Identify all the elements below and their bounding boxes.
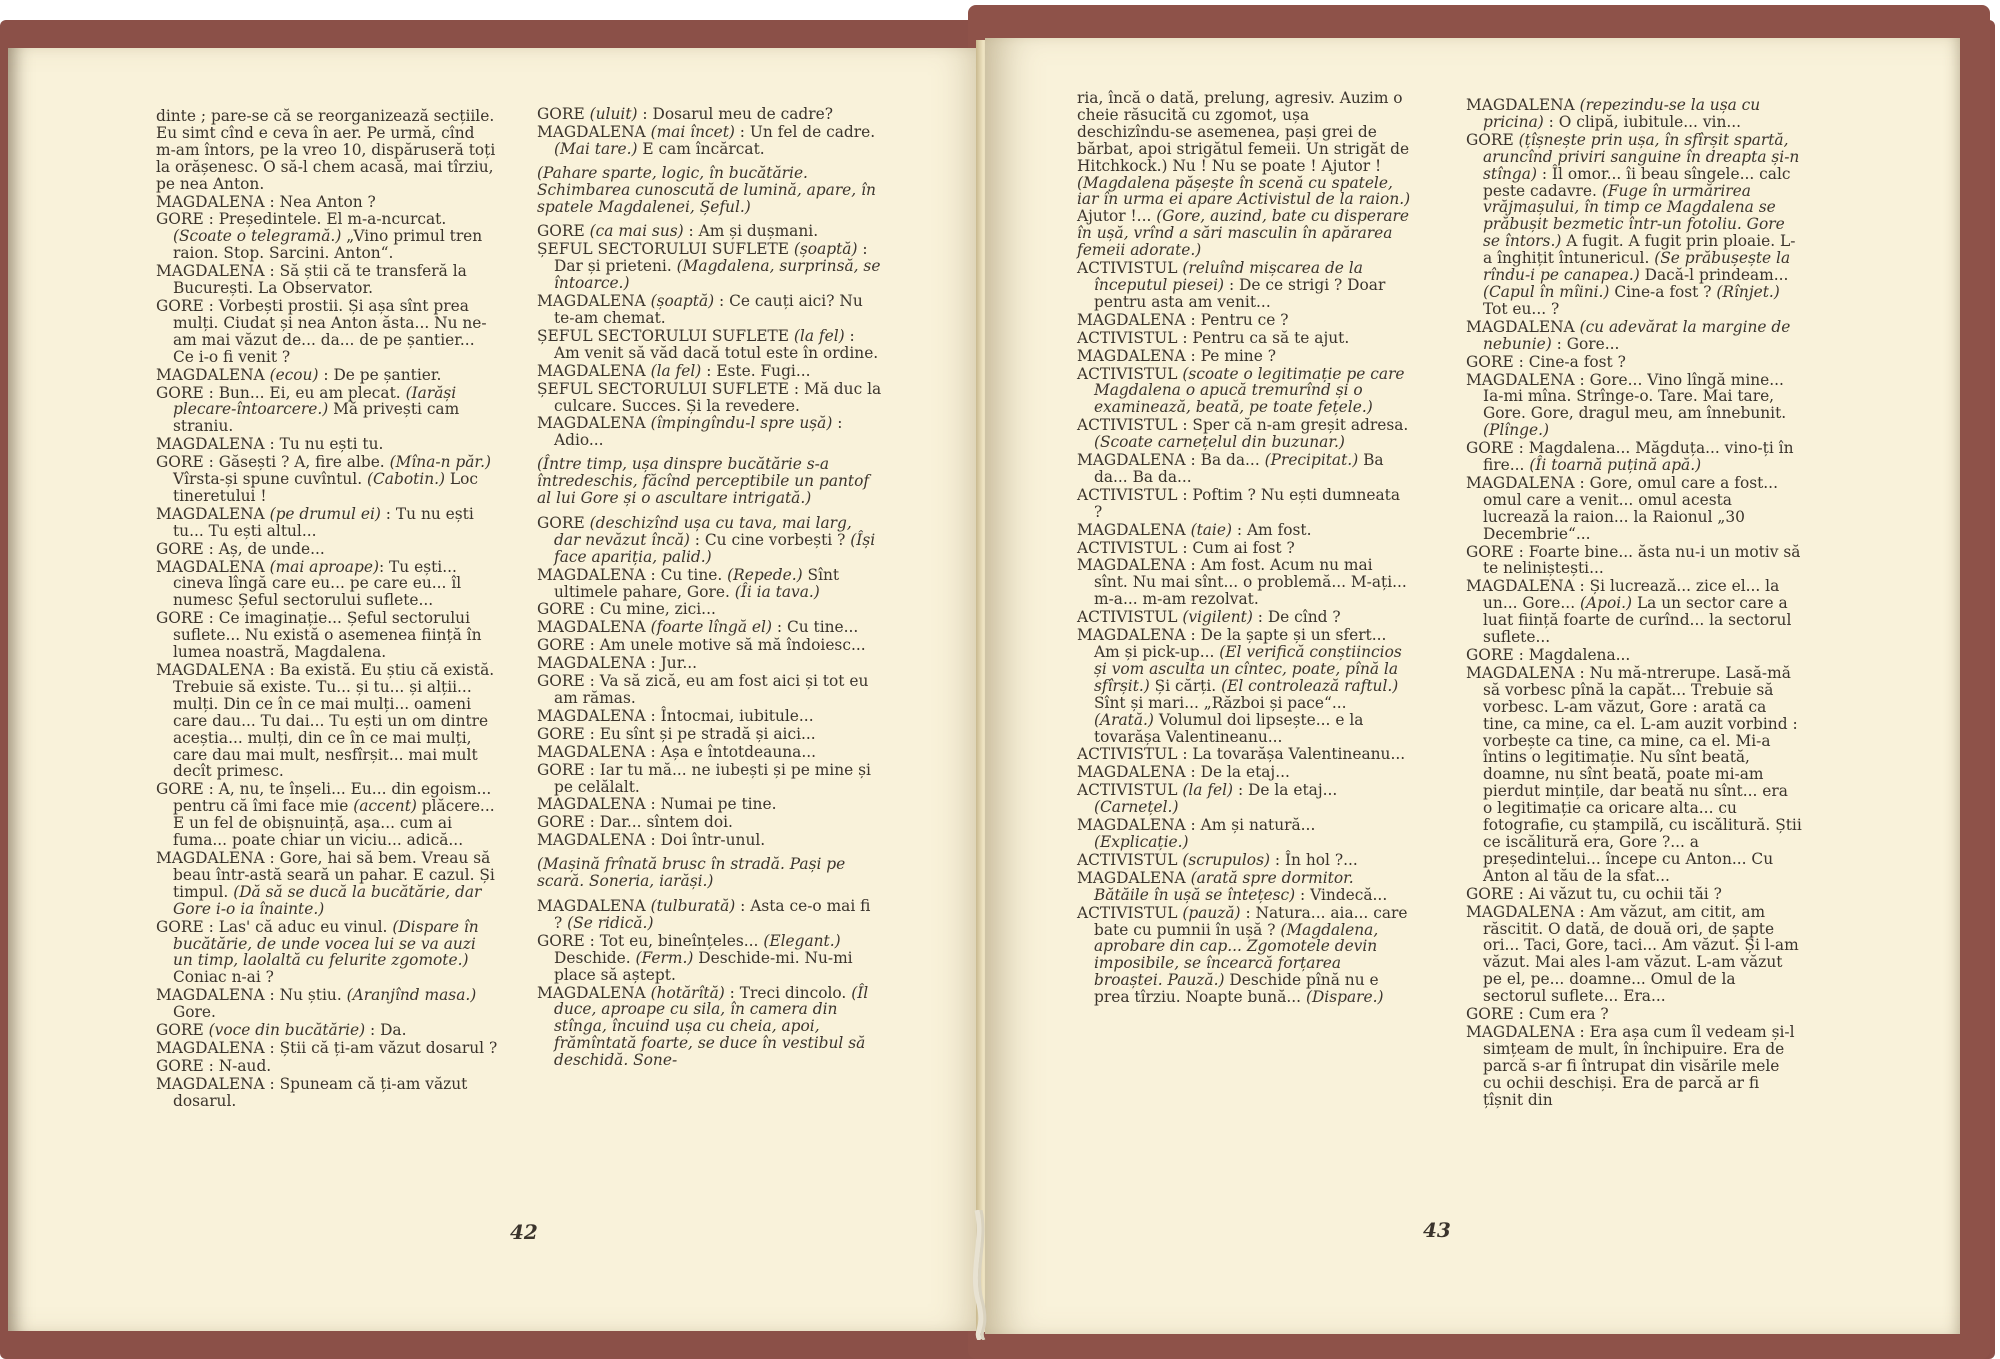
text-block: ACTIVISTUL : Poftim ? Nu ești dumneata ? — [1077, 485, 1401, 521]
text-block: GORE : Foarte bine... ăsta nu-i un motiv să te neliniștești... — [1466, 542, 1801, 578]
text-block: GORE : A, nu, te înșeli... Eu... din egoism... pentru că îmi face mie (accent) plăcere... E un fel de obișnuință, așa... cum ai fuma... poate chiar un viciu... adică... — [156, 780, 495, 850]
text-block: MAGDALENA : Era așa cum îl vedeam și-l simțeam de mult, în închipuire. Era de parcă s-ar fi întrupat din visările mele cu ochii deschiși. Era de parcă ar fi țîșnit din — [1466, 1022, 1795, 1109]
text-block: MAGDALENA (tulburată) : Asta ce-o mai fi ? (Se ridică.) — [537, 896, 871, 932]
bookmark-ribbon — [962, 1210, 992, 1340]
text-block: GORE : Magdalena... — [1466, 646, 1631, 664]
text-block: GORE : N-aud. — [156, 1056, 272, 1075]
text-block: MAGDALENA : Nu știu. (Aranjînd masa.) Gore. — [156, 986, 477, 1022]
text-block: GORE : Eu sînt și pe stradă și aici... — [537, 724, 816, 743]
text-block: GORE : Cum era ? — [1466, 1005, 1609, 1024]
left-page-column-2 — [537, 106, 883, 1070]
text-block: MAGDALENA (mai aproape): Tu ești... cineva lîngă care eu... pe care eu... îl numesc Șeful sectorului suflete... — [156, 557, 462, 610]
text-block: MAGDALENA : De la etaj... — [1077, 763, 1290, 782]
text-block: MAGDALENA : Tu nu ești tu. — [156, 435, 384, 454]
right-page-column-2 — [1466, 97, 1802, 1109]
text-block: ria, încă o dată, prelung, agresiv. Auzim o cheie răsucită cu zgomot, ușa deschizîndu-se asemenea, pași grei de bărbat, apoi strigătul femeii. Un strigăt de Hitchkock.) Nu ! Nu se poate ! Ajutor ! (Magdalena pășește în scenă cu spatele, iar în urma ei apare Activistul de la raion.) Ajutor !... (Gore, auzind, bate cu disperare în ușă, vrînd a sări masculin în apărarea femeii adorate.) — [1077, 89, 1411, 260]
text-block: (Pahare sparte, logic, în bucătărie. Schimbarea cunoscută de lumină, apare, în spatele Magdalenei, Șeful.) — [537, 163, 876, 216]
text-block: GORE : Dar... sîntem doi. — [537, 813, 733, 832]
text-block: GORE : Ai văzut tu, cu ochii tăi ? — [1466, 884, 1722, 903]
text-block: MAGDALENA : Am văzut, am citit, am răscitit. O dată, de două ori, de șapte ori... Taci, Gore, taci... Am văzut. Și l-am văzut. Mai ales l-am văzut. L-am văzut pe el, pe... doamne... Omul de la sectorul suflete... Era... — [1466, 902, 1799, 1006]
text-block: MAGDALENA (hotărîtă) : Treci dincolo. (Îl duce, aproape cu sila, în camera din stînga, încuind ușa cu cheia, apoi, frămîntată foarte, se duce în vestibul să deschidă. Sone- — [537, 983, 869, 1070]
text-block: GORE : Magdalena... Măgduța... vino-ți în fire... (Îi toarnă puțină apă.) — [1466, 439, 1794, 475]
text-block: MAGDALENA : Nea Anton ? — [156, 192, 376, 211]
text-block: MAGDALENA (împingîndu-l spre ușă) : Adio... — [537, 414, 843, 450]
text-block: MAGDALENA : Ba există. Eu știu că există. Trebuie să existe. Tu... și tu... și alții... mulți. Din ce în ce mai mulți... oameni care dau... Tu dai... Tu ești un om dintre aceștia... mulți, din ce în ce mai mulți, care dau mai mult, nesfîrșit... mai mult decît primesc. — [156, 661, 495, 781]
text-block: MAGDALENA (ecou) : De pe șantier. — [156, 365, 442, 384]
text-block: GORE : Cu mine, zici... — [537, 600, 716, 619]
text-block: MAGDALENA (la fel) : Este. Fugi... — [537, 361, 811, 380]
text-block: GORE (țîșnește prin ușa, în sfîrșit spartă, aruncînd priviri sanguine în dreapta și-n stînga) : Îl omor... îi beau sîngele... calc peste cadavre. (Fuge în urmărirea vrăjmașului, în timp ce Magdalena se prăbușit bezmetic într-un fotoliu. Gore se întors.) A fugit. A fugit prin ploaie. L-a înghițit întunericul. (Se prăbușește la rîndu-i pe canapea.) Dacă-l prindeam... (Capul în mîini.) Cine-a fost ? (Rînjet.) Tot eu... ? — [1466, 130, 1800, 318]
text-block: MAGDALENA : Doi într-unul. — [537, 831, 766, 850]
text-block: GORE (uluit) : Dosarul meu de cadre? — [537, 105, 833, 123]
right-page-column-1 — [1077, 90, 1411, 1007]
text-block: MAGDALENA (pe drumul ei) : Tu nu ești tu... Tu ești altul... — [156, 504, 474, 540]
text-block: ACTIVISTUL : Sper că n-am greșit adresa. (Scoate carnețelul din buzunar.) — [1077, 416, 1409, 452]
text-block: dinte ; pare-se că se reorganizează secțiile. Eu simt cînd e ceva în aer. Pe urmă, cînd m-am întors, pe la vreo 10, dispăruseră toți la orășenesc. O să-l chem acasă, mai tîrziu, pe nea Anton. — [156, 107, 496, 193]
left-page — [8, 48, 985, 1331]
text-block: GORE : Președintele. El m-a-ncurcat. (Scoate o telegramă.) „Vino primul tren raion. Stop. Sarcini. Anton“. — [156, 210, 483, 263]
text-block: GORE : Las' că aduc eu vinul. (Dispare în bucătărie, de unde vocea lui se va auzi un timp, laolaltă cu felurite zgomote.) Coniac n-ai ? — [156, 917, 479, 987]
text-block: GORE : Aș, de unde... — [156, 539, 325, 558]
text-block: ACTIVISTUL : Pentru ca să te ajut. — [1077, 328, 1350, 347]
text-block: MAGDALENA : De la șapte și un sfert... Am și pick-up... (El verifică conștiincios și vom asculta un cîntec, poate, pînă la sfîrșit.) Și cărți. (El controlează raftul.) Sînt și mari... „Război și pace“... (Arată.) Volumul doi lipsește... e la tovarășa Valentineanu... — [1077, 626, 1402, 746]
text-block: MAGDALENA : Gore, omul care a fost... omul care a venit... omul acesta lucrează la raion... la Raionul „30 Decembrie“... — [1466, 473, 1778, 543]
text-block: MAGDALENA : Pentru ce ? — [1077, 310, 1289, 329]
text-block: MAGDALENA (taie) : Am fost. — [1077, 520, 1312, 539]
text-block: ACTIVISTUL : La tovarășa Valentineanu... — [1077, 745, 1406, 764]
text-block: ACTIVISTUL (reluînd mișcarea de la începutul piesei) : De ce strigi ? Doar pentru asta am venit... — [1077, 259, 1386, 311]
text-block: MAGDALENA (cu adevărat la margine de nebunie) : Gore... — [1466, 317, 1791, 353]
text-block: MAGDALENA : Și lucrează... zice el... la un... Gore... (Apoi.) La un sector care a luat ființă foarte de curînd... la sectorul suflete... — [1466, 577, 1792, 647]
text-block: GORE : Ce imaginație... Șeful sectorului suflete... Nu există o asemenea ființă în lumea noastră, Magdalena. — [156, 609, 482, 662]
text-block: ACTIVISTUL : Cum ai fost ? — [1077, 538, 1295, 557]
text-block: ACTIVISTUL (scrupulos) : În hol ?... — [1077, 850, 1358, 869]
text-block: GORE (ca mai sus) : Am și dușmani. — [537, 222, 819, 241]
left-page-column-1 — [156, 108, 498, 1111]
text-block: GORE : Iar tu mă... ne iubești și pe mine și pe celălalt. — [537, 760, 871, 796]
text-block: ȘEFUL SECTORULUI SUFLETE : Mă duc la culcare. Succes. Și la revedere. — [537, 379, 882, 415]
text-block: (Mașină frînată brusc în stradă. Pași pe scară. Soneria, iarăși.) — [537, 855, 846, 891]
text-block: GORE : Cine-a fost ? — [1466, 352, 1626, 371]
text-block: MAGDALENA : Știi că ți-am văzut dosarul ? — [156, 1038, 498, 1057]
text-block: GORE (deschizînd ușa cu tava, mai larg, dar nevăzut încă) : Cu cine vorbești ? (Își face apariția, palid.) — [537, 513, 876, 566]
text-block: ACTIVISTUL (pauză) : Natura... aia... care bate cu pumnii în ușă ? (Magdalena, aprobare din cap... Zgomotele devin imposibile, se încearcă forțarea broaștei. Pauză.) Deschide pînă nu e prea tîrziu. Noapte bună... (Dispare.) — [1077, 903, 1408, 1007]
text-block: GORE : Am unele motive să mă îndoiesc... — [537, 636, 866, 655]
text-block: ACTIVISTUL (vigilent) : De cînd ? — [1077, 608, 1341, 627]
right-page — [985, 38, 1960, 1334]
page-number-left: 42 — [510, 1220, 538, 1244]
page-number-right: 43 — [1423, 1218, 1451, 1242]
text-block: MAGDALENA : Spuneam că ți-am văzut dosarul. — [156, 1074, 468, 1110]
text-block: (Între timp, ușa dinspre bucătărie s-a întredeschis, făcînd perceptibile un pantof al lui Gore și o ascultare intrigată.) — [537, 455, 870, 508]
text-block: MAGDALENA (mai încet) : Un fel de cadre. (Mai tare.) E cam încărcat. — [537, 122, 876, 158]
text-block: MAGDALENA : Numai pe tine. — [537, 795, 777, 814]
text-block: MAGDALENA : Am și natură... (Explicație.) — [1077, 816, 1316, 851]
text-block: MAGDALENA : Așa e întotdeauna... — [537, 742, 816, 761]
text-block: ȘEFUL SECTORULUI SUFLETE (la fel) : Am venit să văd dacă totul este în ordine. — [537, 326, 879, 362]
text-block: MAGDALENA : Întocmai, iubitule... — [537, 706, 814, 725]
text-block: MAGDALENA (șoaptă) : Ce cauți aici? Nu te-am chemat. — [537, 292, 863, 327]
text-block: ȘEFUL SECTORULUI SUFLETE (șoaptă) : Dar și prieteni. (Magdalena, surprinsă, se întoarce.) — [537, 240, 881, 293]
text-block: GORE (voce din bucătărie) : Da. — [156, 1021, 407, 1040]
text-block: MAGDALENA : Nu mă-ntrerupe. Lasă-mă să vorbesc pînă la capăt... Trebuie să vorbesc. L-am văzut, Gore : arată ca tine, ca mine, ca el. L-am auzit vorbind : vorbește ca tine, ca mine, ca el. Mi-a întins o legitimație. Nu sînt beată, doamne, nu sînt beată, poate mi-am pierdut mințile, dar beată nu sînt... era o legitimație ca oricare alta... cu fotografie, cu ștampilă, cu iscălitură. Știi ce iscălitură era, Gore ?... a președintelui... începe cu Anton... Cu Anton al tău de la sfat... — [1466, 663, 1802, 885]
text-block: MAGDALENA : Ba da... (Precipitat.) Ba da... Ba da... — [1077, 451, 1384, 486]
text-block: GORE : Va să zică, eu am fost aici și tot eu am rămas. — [537, 672, 869, 707]
text-block: GORE : Vorbești prostii. Și așa sînt prea mulți. Ciudat și nea Anton ăsta... Nu ne-am mai văzut de... da... de pe șantier... Ce i-o fi venit ? — [156, 296, 487, 366]
text-block: MAGDALENA : Să știi că te transferă la București. La Observator. — [156, 262, 467, 298]
text-block: MAGDALENA (foarte lîngă el) : Cu tine... — [537, 618, 859, 637]
text-block: MAGDALENA (repezindu-se la ușa cu pricina) : O clipă, iubitule... vin... — [1466, 96, 1761, 131]
text-block: MAGDALENA : Jur... — [537, 654, 698, 673]
text-block: GORE : Găsești ? A, fire albe. (Mîna-n păr.) Vîrsta-și spune cuvîntul. (Cabotin.) Loc tineretului ! — [156, 453, 491, 505]
text-block: GORE : Bun... Ei, eu am plecat. (Iarăși plecare-întoarcere.) Mă privești cam straniu. — [156, 383, 460, 436]
text-block: MAGDALENA : Am fost. Acum nu mai sînt. Nu mai sînt... o problemă... M-ați... m-a... m-am rezolvat. — [1077, 556, 1407, 609]
text-block: ACTIVISTUL (la fel) : De la etaj... (Carnețel.) — [1077, 781, 1338, 817]
text-block: MAGDALENA : Gore... Vino lîngă mine... Ia-mi mîna. Strînge-o. Tare. Mai tare, Gore. Gore, dragul meu, am înnebunit. (Plînge.) — [1466, 370, 1787, 440]
text-block: MAGDALENA (arată spre dormitor. Bătăile în ușă se întețesc) : Vindecă... — [1077, 868, 1388, 904]
text-block: MAGDALENA : Gore, hai să bem. Vreau să beau într-astă seară un pahar. E cazul. Și timpul. (Dă să se ducă la bucătărie, dar Gore i-o ia înainte.) — [156, 848, 495, 918]
text-block: ACTIVISTUL (scoate o legitimație pe care Magdalena o apucă tremurînd și o examinează, beată, pe toate fețele.) — [1077, 364, 1405, 417]
text-block: GORE : Tot eu, bineînțeles... (Elegant.) Deschide. (Ferm.) Deschide-mi. Nu-mi place să aștept. — [537, 931, 853, 984]
text-block: MAGDALENA : Pe mine ? — [1077, 346, 1276, 365]
text-block: MAGDALENA : Cu tine. (Repede.) Sînt ultimele pahare, Gore. (Îi ia tava.) — [537, 565, 840, 601]
